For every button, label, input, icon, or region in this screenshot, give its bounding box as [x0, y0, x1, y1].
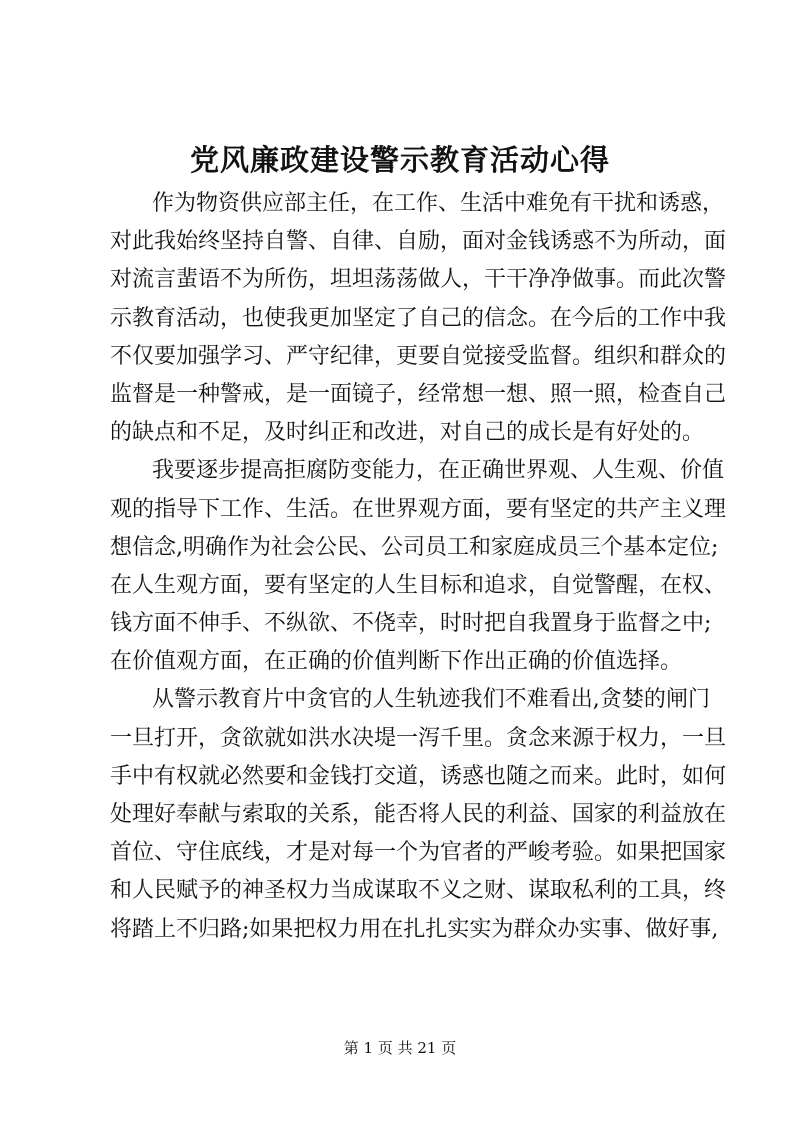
- text-line: 不仅要加强学习、严守纪律，更要自觉接受监督。组织和群众的: [110, 343, 727, 369]
- text-line: 想信念,明确作为社会公民、公司员工和家庭成员三个基本定位;: [110, 534, 719, 560]
- text-line: 在价值观方面，在正确的价值判断下作出正确的价值选择。: [110, 649, 683, 675]
- text-line: 对此我始终坚持自警、自律、自励，面对金钱诱惑不为所动，面: [110, 229, 727, 255]
- text-line: 监督是一种警戒，是一面镜子，经常想一想、照一照，检查自己: [110, 381, 727, 407]
- text-line: 手中有权就必然要和金钱打交道，诱惑也随之而来。此时，如何: [110, 763, 727, 789]
- text-line: 从警示教育片中贪官的人生轨迹我们不难看出,贪婪的闸门: [152, 687, 710, 713]
- document-title: 党风廉政建设警示教育活动心得: [189, 143, 610, 177]
- text-line: 处理好奉献与索取的关系，能否将人民的利益、国家的利益放在: [110, 802, 727, 827]
- text-line: 在人生观方面，要有坚定的人生目标和追求，自觉警醒，在权、: [110, 572, 727, 598]
- page-number-footer: 第 1 页 共 21 页: [343, 1039, 457, 1057]
- text-line: 示教育活动，也使我更加坚定了自己的信念。在今后的工作中我: [110, 305, 727, 331]
- text-line: 钱方面不伸手、不纵欲、不侥幸，时时把自我置身于监督之中;: [110, 611, 712, 637]
- text-line: 作为物资供应部主任，在工作、生活中难免有干扰和诱惑，: [152, 191, 725, 216]
- text-line: 一旦打开，贪欲就如洪水决堤一泻千里。贪念来源于权力，一旦: [110, 725, 727, 751]
- text-line: 观的指导下工作、生活。在世界观方面，要有坚定的共产主义理: [110, 496, 727, 522]
- text-line: 的缺点和不足，及时纠正和改进，对自己的成长是有好处的。: [110, 420, 705, 446]
- text-line: 将踏上不归路;如果把权力用在扎扎实实为群众办实事、做好事,: [110, 916, 719, 942]
- text-line: 对流言蜚语不为所伤，坦坦荡荡做人，干干净净做事。而此次警: [110, 267, 727, 293]
- document-body: [110, 185, 727, 949]
- text-line: 首位、守住底线，才是对每一个为官者的严峻考验。如果把国家: [110, 840, 727, 866]
- text-line: 和人民赋予的神圣权力当成谋取不义之财、谋取私利的工具，终: [110, 878, 727, 904]
- text-line: 我要逐步提高拒腐防变能力，在正确世界观、人生观、价值: [152, 458, 725, 484]
